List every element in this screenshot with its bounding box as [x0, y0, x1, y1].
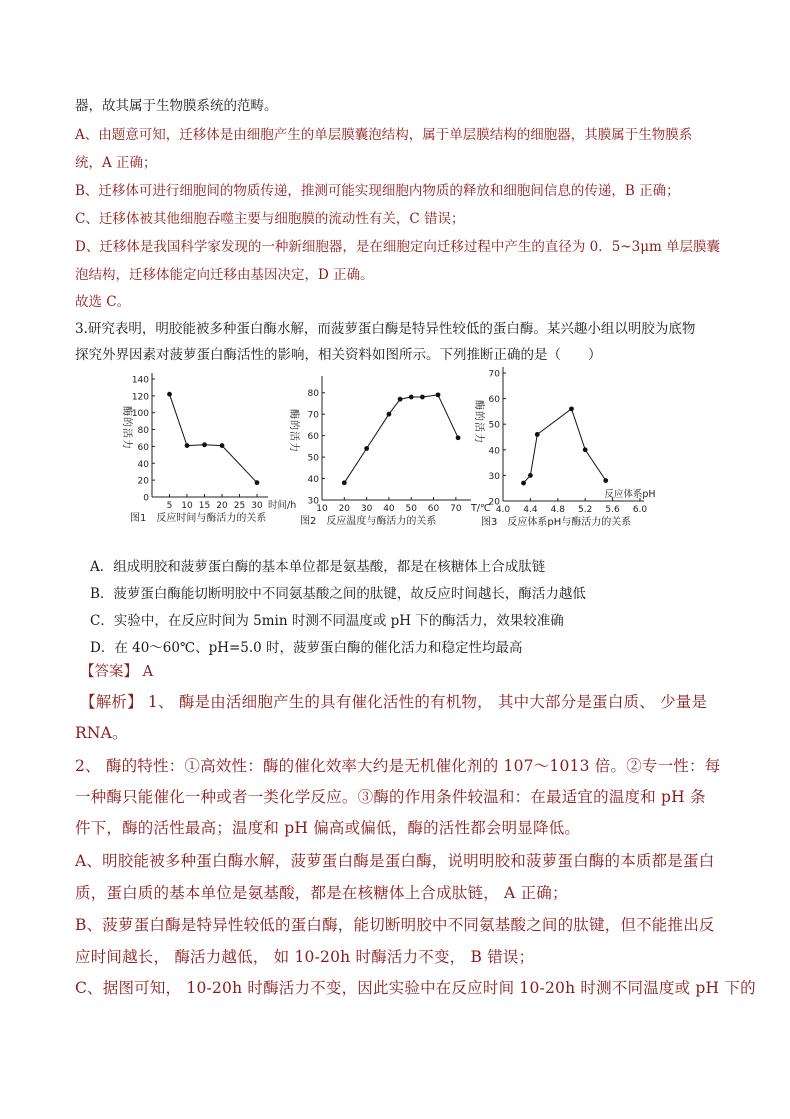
analysis-text: 专一性：每	[641, 757, 721, 775]
data-point	[202, 442, 207, 447]
analysis-line	[75, 757, 720, 775]
y-tick-label: 80	[137, 426, 149, 437]
x-axis-label: 时间/h	[268, 500, 297, 511]
data-point	[409, 395, 414, 400]
text-line: 故选 C。	[75, 294, 131, 310]
chart-fig1	[118, 365, 308, 545]
text-line: A、由题意可知，迁移体是由细胞产生的单层膜囊泡结构，属于单层膜结构的细胞器，其膜属于生物膜系	[75, 127, 693, 143]
analysis-text: 酶的作用条件较温和：在最适宜的温度和 pH 条	[373, 788, 706, 806]
y-axis-label-char: 力	[288, 442, 299, 452]
y-axis-label-char: 的	[473, 411, 484, 421]
analysis-line: B、菠萝蛋白酶是特异性较低的蛋白酶，能切断明胶中不同氨基酸之间的肽键，但不能推出反	[75, 916, 715, 934]
x-tick-label: 20	[338, 504, 351, 514]
circled-number: ②	[626, 757, 642, 775]
x-tick-label: 4.0	[495, 505, 511, 515]
x-axis-label: 反应体系pH	[604, 489, 656, 500]
y-axis-label-char: 酶	[473, 400, 484, 410]
figure-caption: 图3 反应体系pH与酶活力的关系	[481, 517, 632, 528]
data-point	[456, 435, 461, 440]
x-tick-label: 5	[166, 501, 173, 511]
y-tick-label: 100	[131, 409, 149, 420]
x-tick-label: 5.2	[578, 505, 593, 515]
data-point	[342, 480, 347, 485]
y-axis-label-char: 活	[473, 422, 484, 432]
circled-number: ③	[357, 788, 374, 806]
circled-number: ①	[184, 757, 201, 775]
analysis-line	[75, 788, 706, 806]
analysis-text: 2、 酶的特性：	[75, 757, 185, 775]
y-axis-label-char: 活	[121, 428, 132, 438]
series-line	[524, 409, 606, 483]
data-point	[387, 412, 392, 417]
data-point	[185, 443, 190, 448]
series-line	[170, 394, 258, 483]
data-point	[521, 481, 526, 486]
analysis-text: 高效性：酶的催化效率大约是无机催化剂的 107～1013 倍。	[200, 757, 627, 775]
y-tick-label: 120	[131, 392, 149, 403]
x-tick-label: 15	[198, 501, 211, 511]
analysis-line: 质，蛋白质的基本单位是氨基酸，都是在核糖体上合成肽链， A 正确；	[75, 884, 568, 902]
y-tick-label: 0	[143, 493, 149, 504]
y-tick-label: 40	[488, 446, 500, 457]
text-line: D、迁移体是我国科学家发现的一种新细胞器，是在细胞定向迁移过程中产生的直径为 0．5~3μm 单层膜囊	[75, 239, 721, 255]
y-tick-label: 140	[131, 375, 149, 386]
data-point	[436, 392, 441, 397]
figure-caption: 图1 反应时间与酶活力的关系	[130, 513, 267, 524]
data-point	[420, 395, 425, 400]
data-point	[569, 406, 574, 411]
figure-caption: 图2 反应温度与酶活力的关系	[300, 516, 437, 527]
data-point	[398, 397, 403, 402]
y-axis-label-char: 力	[121, 439, 132, 449]
y-tick-label: 50	[488, 420, 500, 431]
data-point	[167, 392, 172, 397]
x-tick-label: 50	[405, 504, 417, 514]
answer-line: 【答案】 A	[80, 664, 154, 680]
analysis-line: RNA。	[75, 724, 128, 742]
x-tick-label: 10	[181, 501, 193, 511]
option-b: B．菠萝蛋白酶能切断明胶中不同氨基酸之间的肽键，故反应时间越长，酶活力越低	[90, 586, 586, 602]
x-tick-label: 40	[383, 504, 395, 514]
y-axis-label-char: 力	[473, 433, 484, 443]
x-tick-label: 5.6	[605, 505, 620, 515]
y-tick-label: 40	[307, 475, 319, 486]
y-axis-label-char: 酶	[288, 409, 299, 419]
y-axis-label-char: 活	[288, 431, 299, 441]
chart-fig2	[285, 365, 500, 545]
option-a: A．组成明胶和菠萝蛋白酶的基本单位都是氨基酸，都是在核糖体上合成肽链	[90, 559, 546, 575]
option-d: D．在 40～60℃、pH=5.0 时，菠萝蛋白酶的催化活力和稳定性均最高	[90, 640, 523, 656]
y-tick-label: 50	[307, 453, 319, 464]
x-tick-label: 4.8	[550, 505, 565, 515]
text-line: 器，故其属于生物膜系统的范畴。	[75, 98, 278, 114]
x-tick-label: 60	[427, 504, 440, 514]
y-tick-label: 60	[488, 395, 500, 406]
x-tick-label: 6.0	[632, 505, 648, 515]
y-tick-label: 40	[137, 459, 149, 470]
question-text: 3.研究表明，明胶能被多种蛋白酶水解，而菠萝蛋白酶是特异性较低的蛋白酶。某兴趣小组以明胶为底物	[75, 321, 696, 337]
data-point	[603, 478, 608, 483]
data-point	[583, 447, 588, 452]
analysis-line: A、明胶能被多种蛋白酶水解，菠萝蛋白酶是蛋白酶，说明明胶和菠萝蛋白酶的本质都是蛋白	[75, 852, 715, 870]
text-line: 统，A 正确；	[75, 155, 157, 171]
data-point	[364, 446, 369, 451]
data-point	[528, 473, 533, 478]
analysis-line: C、据图可知， 10-20h 时酶活力不变，因此实验中在反应时间 10-20h 时测不同温度或 pH 下的	[75, 979, 756, 997]
y-tick-label: 60	[307, 432, 319, 443]
x-tick-label: 25	[233, 501, 246, 511]
analysis-line: 件下，酶的活性最高；温度和 pH 偏高或偏低，酶的活性都会明显降低。	[75, 819, 581, 837]
y-axis-label-char: 酶	[121, 406, 132, 416]
y-tick-label: 60	[137, 442, 149, 453]
option-c: C．实验中，在反应时间为 5min 时测不同温度或 pH 下的酶活力，效果较准确	[90, 613, 564, 629]
series-line	[344, 395, 458, 483]
x-tick-label: 4.4	[523, 505, 538, 515]
data-point	[535, 432, 540, 437]
y-tick-label: 30	[488, 471, 500, 482]
y-tick-label: 70	[488, 369, 500, 380]
chart-fig3	[470, 365, 690, 545]
x-tick-label: 30	[360, 504, 373, 514]
data-point	[220, 443, 225, 448]
x-tick-label: 20	[216, 501, 228, 511]
y-tick-label: 80	[307, 389, 319, 400]
y-tick-label: 70	[307, 410, 319, 421]
question-text: 探究外界因素对菠萝蛋白酶活性的影响，相关资料如图所示。下列推断正确的是（ ）	[75, 347, 602, 363]
y-tick-label: 20	[137, 476, 149, 487]
analysis-text: 一种酶只能催化一种或者一类化学反应。	[75, 788, 358, 806]
y-axis-label-char: 的	[288, 420, 299, 430]
data-point	[255, 480, 260, 485]
text-line: B、迁移体可进行细胞间的物质传递，推测可能实现细胞内物质的释放和细胞间信息的传递，B 正确；	[75, 183, 680, 199]
text-line: 泡结构，迁移体能定向迁移由基因决定，D 正确。	[75, 267, 374, 283]
x-axis-label: T/℃	[471, 503, 491, 514]
analysis-line: 【解析】 1、 酶是由活细胞产生的具有催化活性的有机物， 其中大部分是蛋白质、 少量是	[80, 693, 708, 711]
text-line: C、迁移体被其他细胞吞噬主要与细胞膜的流动性有关，C 错误；	[75, 211, 465, 227]
y-tick-label: 20	[488, 497, 500, 508]
x-tick-label: 10	[316, 504, 328, 514]
y-tick-label: 30	[307, 496, 319, 507]
analysis-line: 应时间越长， 酶活力越低， 如 10-20h 时酶活力不变， B 错误；	[75, 948, 535, 966]
x-tick-label: 70	[450, 504, 462, 514]
y-axis-label-char: 的	[121, 417, 132, 427]
x-tick-label: 30	[251, 501, 263, 511]
